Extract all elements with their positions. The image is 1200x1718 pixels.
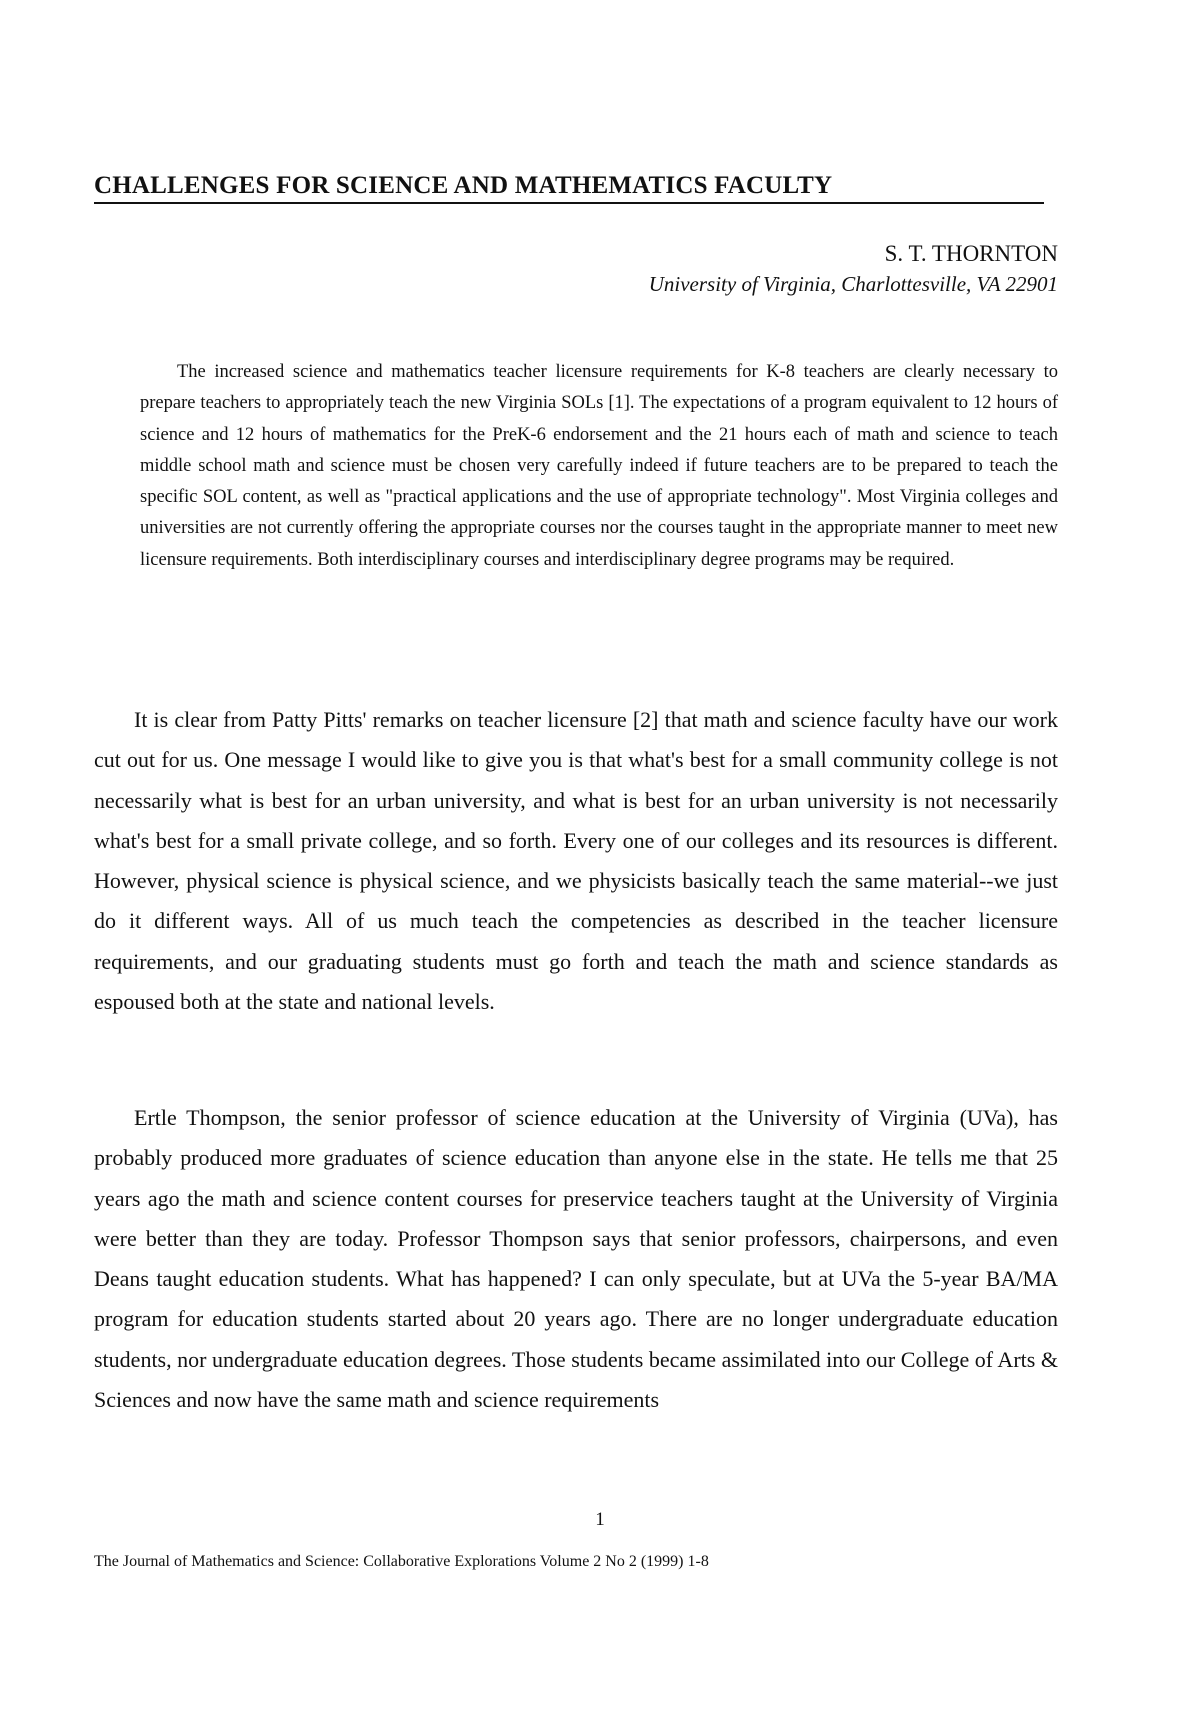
abstract: The increased science and mathematics teacher licensure requirements for K-8 teachers are clearly necessary to prepare teachers to appropriately teach the new Virginia SOLs [1]. The expectations of a program equivalent to 12 hours of science and 12 hours of mathematics for the PreK-6 endorsement and the 21 hours each of math and science to teach middle school math and science must be chosen very carefully indeed if future teachers are to be prepared to teach the specific SOL content, as well as "practical applications and the use of appropriate technology". Most Virginia colleges and universities are not currently offering the appropriate courses nor the courses taught in the appropriate manner to meet new licensure requirements. Both interdisciplinary courses and interdisciplinary degree programs may be required. <box>140 362 1058 570</box>
body-paragraph: It is clear from Patty Pitts' remarks on teacher licensure [2] that math and science faculty have our work cut out for us. One message I would like to give you is that what's best for a small community college is not necessarily what is best for an urban university, and what is best for an urban university is not necessarily what's best for a small private college, and so forth. Every one of our colleges and its resources is different. However, physical science is physical science, and we physicists basically teach the same material--we just do it different ways. All of us much teach the competencies as described in the teacher licensure requirements, and our graduating students must go forth and teach the math and science standards as espoused both at the state and national levels. <box>94 707 1058 1015</box>
paper-title: CHALLENGES FOR SCIENCE AND MATHEMATICS FACULTY <box>94 172 1044 204</box>
author-affiliation: University of Virginia, Charlottesville, VA 22901 <box>648 272 1058 296</box>
journal-citation: The Journal of Mathematics and Science: Collaborative Explorations Volume 2 No 2 (1999) 1-8 <box>94 1553 709 1570</box>
author-name: S. T. THORNTON <box>884 241 1058 266</box>
body-paragraph: Ertle Thompson, the senior professor of science education at the University of Virginia (UVa), has probably produced more graduates of science education than anyone else in the state. He tells me that 25 years ago the math and science content courses for preservice teachers taught at the University of Virginia were better than they are today. Professor Thompson says that senior professors, chairpersons, and even Deans taught education students. What has happened? I can only speculate, but at UVa the 5-year BA/MA program for education students started about 20 years ago. There are no longer undergraduate education students, nor undergraduate education degrees. Those students became assimilated into our College of Arts & Sciences and now have the same math and science requirements <box>94 1105 1058 1413</box>
page-number: 1 <box>595 1509 605 1530</box>
